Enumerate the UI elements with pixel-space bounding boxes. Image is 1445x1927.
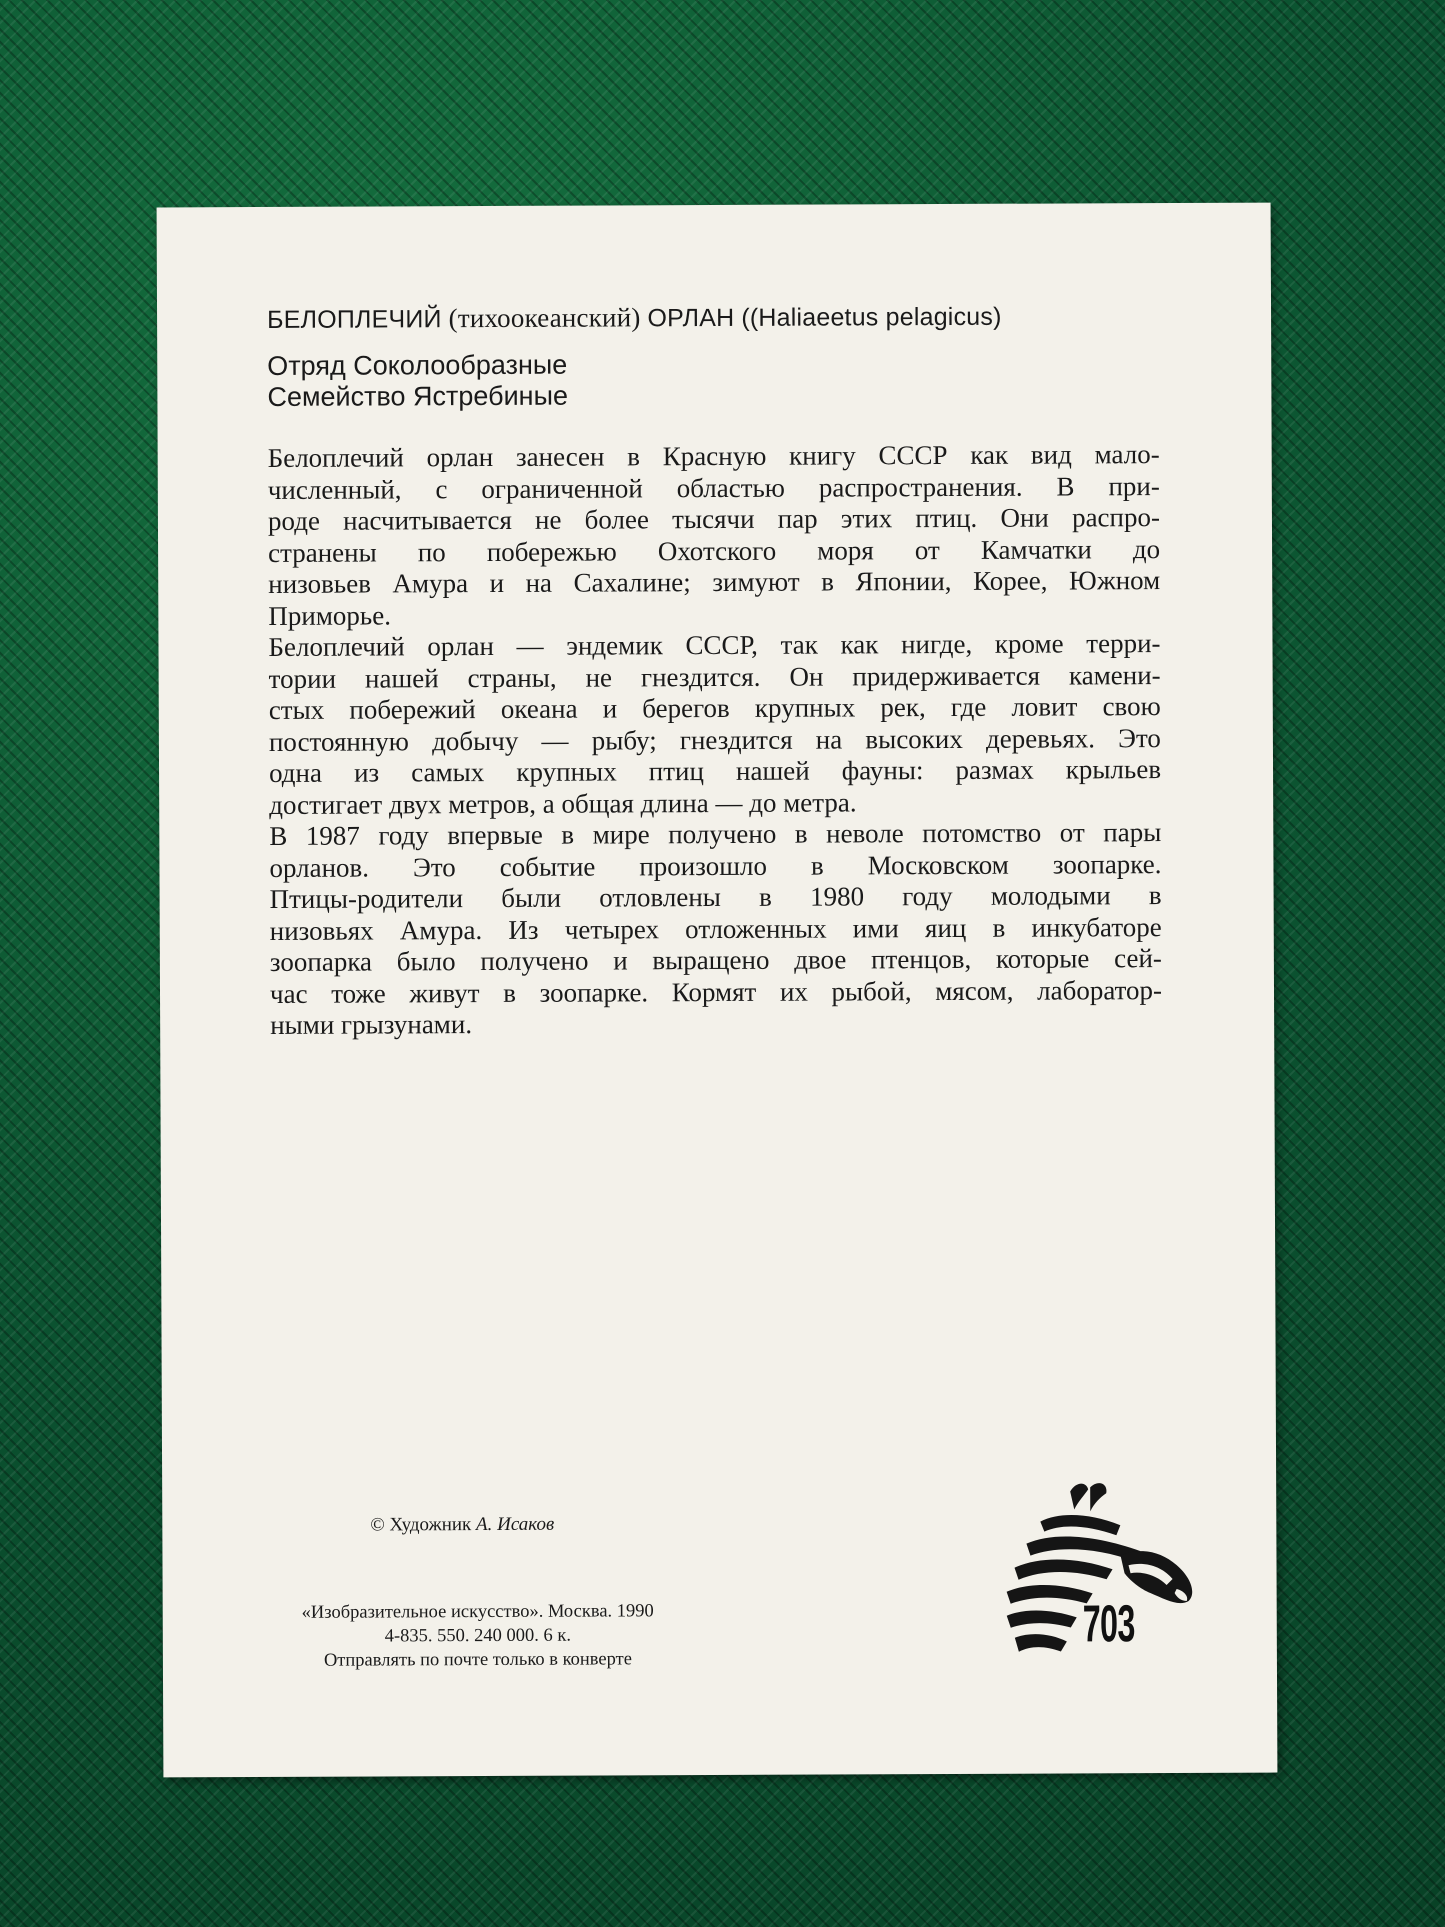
family-label: Семейство Ястребиные xyxy=(267,380,569,412)
postcard-back xyxy=(157,203,1278,1778)
text-line: орланов. Это событие произошло в Московском зоопарке. xyxy=(269,848,1162,883)
text-line: постоянную добычу — рыбу; гнездится на высоких деревьях. Это xyxy=(268,722,1161,757)
text-line: зоопарка было получено и выращено двое птенцов, которые сей- xyxy=(269,943,1162,977)
text-line: Птицы-родители были отловлены в 1980 году молодыми в xyxy=(269,880,1162,914)
text-line: численный, с ограниченной областью распространения. В при- xyxy=(267,470,1160,505)
text-line: Белоплечий орлан — эндемик СССР, так как нигде, кроме терри- xyxy=(268,628,1161,662)
text-line: низовьях Амура. Из четырех отложенных ими яиц в инкубаторе xyxy=(269,911,1162,946)
text-line: достигает двух метров, а общая длина — до метра. xyxy=(269,786,857,820)
text-line: стых побережий океана и берегов крупных рек, где ловит свою xyxy=(268,691,1161,725)
artist-credit xyxy=(370,1514,554,1537)
text-line: роде насчитывается не более тысячи пар этих птиц. Они распро- xyxy=(267,502,1161,536)
text-line: В 1987 году впервые в мире получено в неволе потомство от пары xyxy=(269,817,1162,851)
title-latin: ((Haliaeetus pelagicus) xyxy=(741,302,1002,332)
text-line: низовьев Амура и на Сахалине; зимуют в Японии, Корее, Южном xyxy=(268,565,1161,599)
publisher-imprint xyxy=(263,1599,693,1673)
text-line: ными грызунами. xyxy=(270,1009,473,1040)
paragraph-2 xyxy=(268,628,1161,821)
title-paren: (тихоокеанский) xyxy=(448,302,641,334)
text-line: час тоже живут в зоопарке. Кормят их рыбой, мясом, лаборатор- xyxy=(269,974,1163,1009)
text-line: Приморье. xyxy=(268,599,392,631)
title-second: ОРЛАН xyxy=(647,303,735,333)
series-number: 703 xyxy=(1082,1595,1135,1654)
text-line: одна из самых крупных птиц нашей фауны: размах крыльев xyxy=(268,754,1162,788)
imprint-line: «Изобразительное искусство». Москва. 1990 xyxy=(301,1601,654,1623)
text-line: Белоплечий орлан занесен в Красную книгу СССР как вид мало- xyxy=(267,439,1160,473)
title-main: БЕЛОПЛЕЧИЙ xyxy=(267,305,442,334)
order-label: Отряд Соколообразные xyxy=(267,349,568,381)
text-line: тории нашей страны, не гнездится. Он придерживается камени- xyxy=(268,659,1161,694)
credit-prefix: © Художник xyxy=(370,1514,472,1536)
paragraph-3 xyxy=(269,817,1162,1041)
description-block xyxy=(267,298,1162,1041)
imprint-line: Отправлять по почте только в конверте xyxy=(323,1649,632,1671)
paragraph-1 xyxy=(268,439,1161,632)
species-title xyxy=(267,298,1159,337)
credit-name: А. Исаков xyxy=(475,1513,555,1536)
body-text xyxy=(268,439,1163,1041)
text-line: странены по побережью Охотского моря от Камчатки до xyxy=(268,533,1161,568)
imprint-line: 4-835. 550. 240 000. 6 к. xyxy=(384,1625,571,1647)
